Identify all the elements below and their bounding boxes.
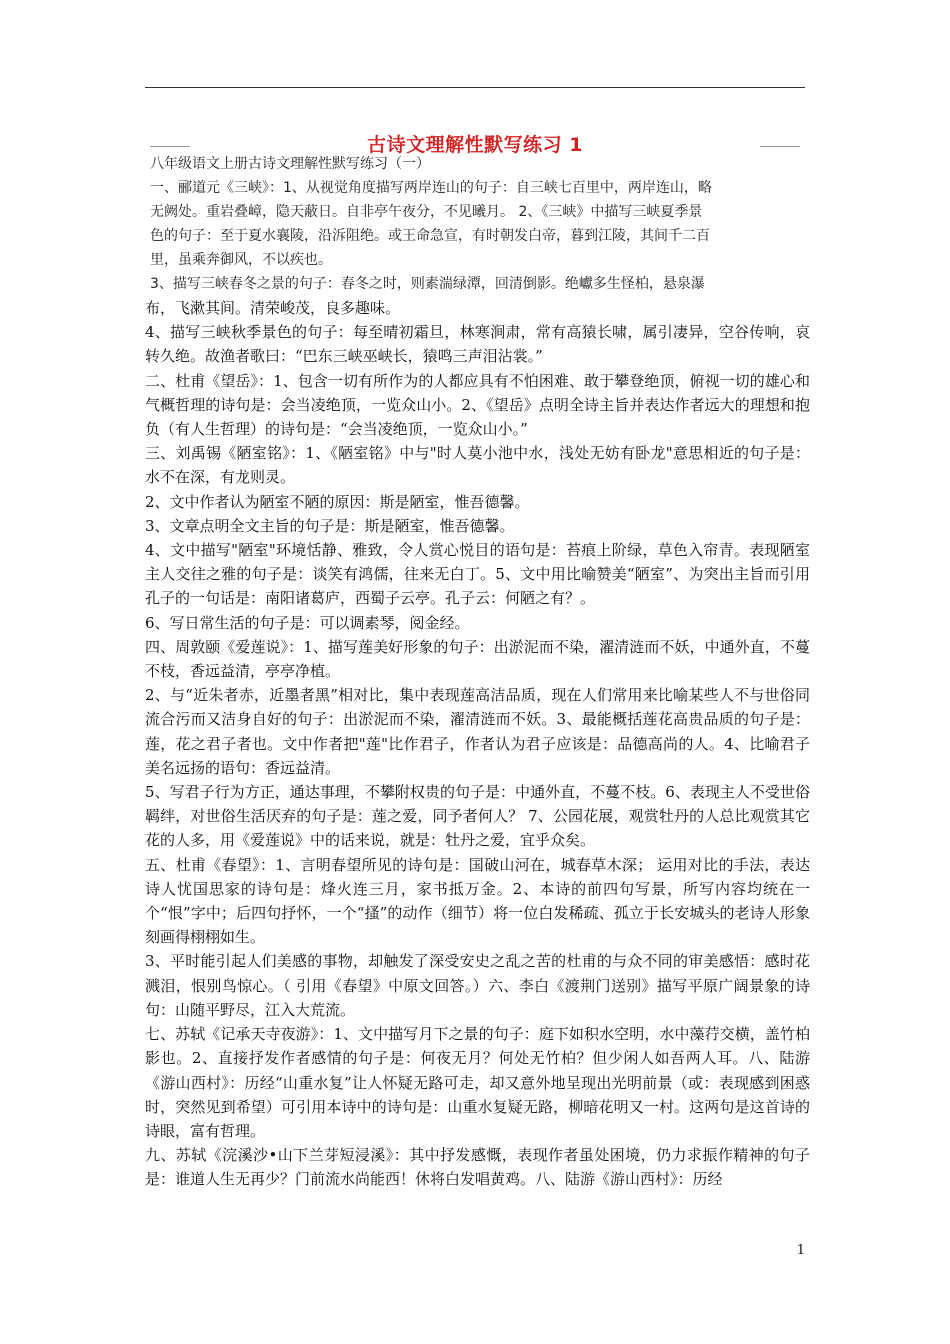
paragraph: 二、杜甫《望岳》：1、包含一切有所作为的人都应具有不怕困难、敢于攀登绝顶，俯视一切的雄心和气概哲理的诗句是：会当凌绝顶，一览众山小。2、《望岳》点明全诗主旨并表达作者远大的理想和抱负（有人生哲理）的诗句是：“会当凌绝顶，一览众山小。” — [145, 371, 810, 439]
page-number: 1 — [796, 1243, 805, 1258]
paragraph: 三、刘禹锡《陋室铭》：1、《陋室铭》中与"时人莫小池中水，浅处无妨有卧龙"意思相近的句子是：水不在深，有龙则灵。 — [145, 444, 810, 487]
document-title: 古诗文理解性默写练习 1 — [367, 134, 583, 156]
scan-line: 八年级语文上册古诗文理解性默写练习（一） — [150, 156, 430, 172]
scan-line: 一、郦道元《三峡》：1、从视觉角度描写两岸连山的句子：自三峡七百里中，两岸连山，略 — [150, 180, 712, 196]
paragraph: 5、写君子行为方正，通达事理，不攀附权贵的句子是：中通外直，不蔓不枝。6、表现主人不受世俗羁绊，对世俗生活厌弃的句子是：莲之爱，同予者何人？ 7、公园花展，观赏牡丹的人总比观赏其它花的人多，用《爱莲说》中的话来说，就是：牡丹之爱，宜乎众矣。 — [145, 783, 810, 850]
paragraph: 4、文中描写"陋室"环境恬静、雅致，令人赏心悦目的语句是：苔痕上阶绿，草色入帘青。表现陋室主人交往之雅的句子是：谈笑有鸿儒，往来无白丁。5、文中用比喻赞美“陋室”、为突出主旨而引用孔子的一句话是：南阳诸葛庐，西蜀子云亭。孔子云：何陋之有？。 — [145, 541, 810, 608]
document-body — [145, 296, 810, 1192]
paragraph: 七、苏轼《记承天寺夜游》：1、文中描写月下之景的句子：庭下如积水空明，水中藻荇交横，盖竹柏影也。2、直接抒发作者感情的句子是：何夜无月？何处无竹柏？但少闲人如吾两人耳。八、陆游《游山西村》：历经“山重水复”让人怀疑无路可走，却又意外地呈现出光明前景（或：表现感到困惑时，突然见到希望）可引用本诗中的诗句是：山重水复疑无路，柳暗花明又一村。这两句是这首诗的诗眼，富有哲理。 — [145, 1025, 810, 1140]
paragraph: 3、平时能引起人们美感的事物，却触发了深受安史之乱之苦的杜甫的与众不同的审美感悟：感时花溅泪，恨别鸟惊心。（ 引用《春望》中原文回答。）六、李白《渡荆门送别》描写平原广阔景象的诗句：山随平野尽，江入大荒流。 — [145, 952, 810, 1019]
header-rule — [145, 87, 805, 88]
paragraph: 4、描写三峡秋季景色的句子：每至晴初霜旦，林寒涧肃，常有高猿长啸，属引凄异，空谷传响，哀转久绝。故渔者歌曰：“巴东三峡巫峡长，猿鸣三声泪沾裳。” — [145, 323, 810, 366]
paragraph: 2、与“近朱者赤，近墨者黑”相对比，集中表现莲高洁品质，现在人们常用来比喻某些人不与世俗同流合污而又洁身自好的句子：出淤泥而不染，濯清涟而不妖。3、最能概括莲花高贵品质的句子是：莲，花之君子者也。文中作者把"莲"比作君子，作者认为君子应该是：品德高尚的人。4、比喻君子美名远扬的语句：香远益清。 — [145, 686, 810, 777]
scan-line: 里，虽乘奔御风，不以疾也。 — [150, 252, 332, 268]
paragraph: 2、文中作者认为陋室不陋的原因：斯是陋室，惟吾德馨。 — [145, 492, 530, 511]
scanned-excerpt — [150, 152, 760, 296]
paragraph: 五、杜甫《春望》：1、言明春望所见的诗句是：国破山河在，城春草木深； 运用对比的手法，表达诗人忧国思家的诗句是：烽火连三月，家书抵万金。2、本诗的前四句写景，所写内容均统在一个“恨”字中；后四句抒怀，一个“搔”的动作（细节）将一位白发稀疏、孤立于长安城头的老诗人形象刻画得栩栩如生。 — [145, 855, 810, 947]
paragraph: 九、苏轼《浣溪沙•山下兰芽短浸溪》：其中抒发感慨，表现作者虽处困境，仍力求振作精神的句子是：谁道人生无再少？门前流水尚能西！休将白发唱黄鸡。八、陆游《游山西村》：历经 — [145, 1146, 810, 1189]
paragraph: 布，飞漱其间。清荣峻茂，良多趣味。 — [145, 299, 401, 317]
scan-line: 3、描写三峡春冬之景的句子：春冬之时，则素湍绿潭，回清倒影。绝巘多生怪柏，悬泉瀑 — [150, 276, 705, 292]
paragraph: 四、周敦颐《爱莲说》：1、描写莲美好形象的句子：出淤泥而不染，濯清涟而不妖，中通外直，不蔓不枝，香远益清，亭亭净植。 — [145, 637, 810, 681]
scan-line: 无阙处。重岩叠嶂，隐天蔽日。自非亭午夜分，不见曦月。 2、《三峡》中描写三峡夏季景 — [150, 204, 703, 220]
scan-line: 色的句子：至于夏水襄陵，沿泝阻绝。或王命急宣，有时朝发白帝，暮到江陵，其间千二百 — [150, 228, 710, 244]
paragraph: 6、写日常生活的句子是：可以调素琴，阅金经。 — [145, 613, 470, 632]
paragraph: 3、文章点明全文主旨的句子是：斯是陋室，惟吾德馨。 — [145, 516, 515, 535]
